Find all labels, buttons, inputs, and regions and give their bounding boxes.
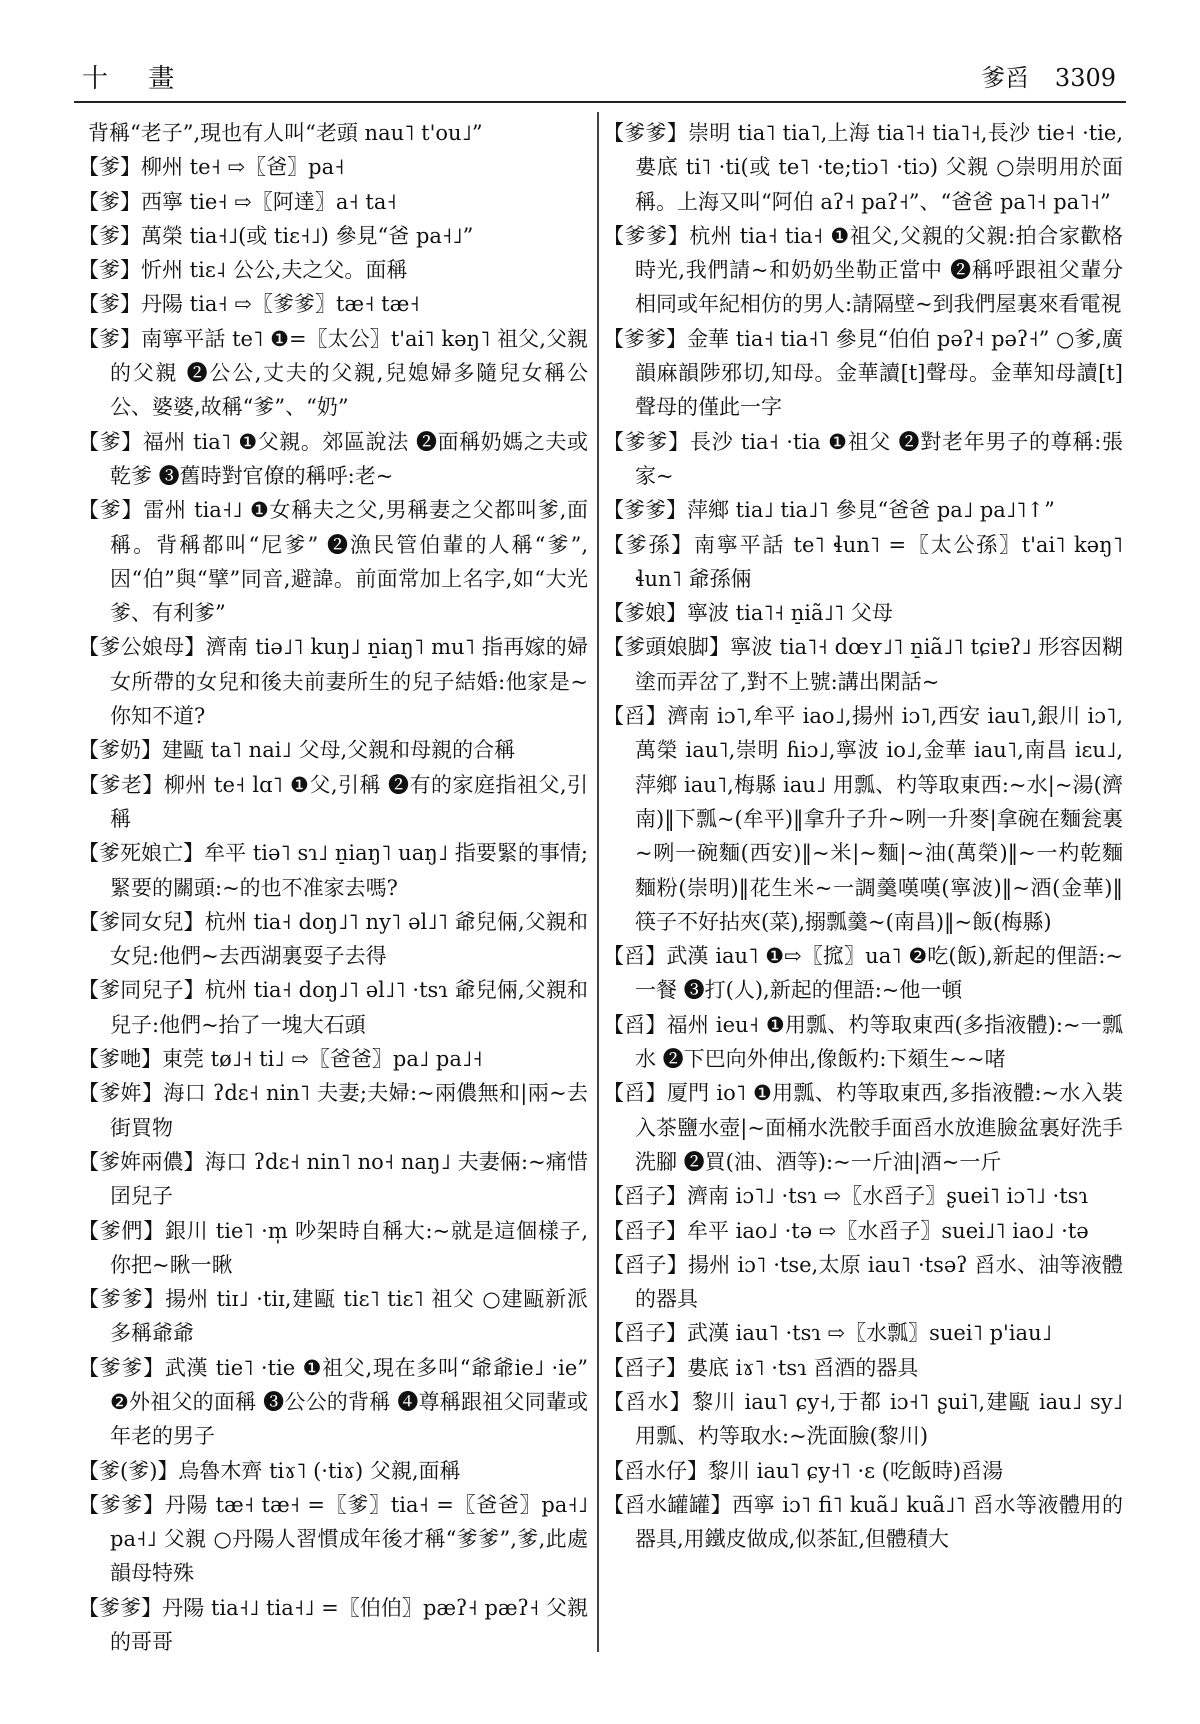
entry-headword: 【舀子】 [603,1321,687,1346]
entry-body: 揚州 iɔ˥ ·tse,太原 iau˥ ·tsəʔ 舀水、油等液體的器具 [635,1252,1124,1312]
dictionary-entry [603,1454,1123,1488]
dictionary-entry [78,1076,588,1145]
dictionary-entry [603,528,1123,597]
dictionary-entry [603,219,1123,322]
entry-body: 寧波 tia˥˧ n̠iã˩˥ 父母 [687,601,893,626]
dictionary-entry [78,768,588,837]
dictionary-entry [78,630,588,733]
entry-headword: 【爹同兒子】 [78,978,205,1003]
header-rule [74,101,1126,103]
entry-headword: 【爹】 [78,326,142,351]
entry-headword: 【爹娘】 [603,601,687,626]
page-number: 3309 [1054,64,1116,92]
dictionary-entry [78,1591,588,1660]
entry-body: 南寧平話 te˥ ❶=〖太公〗t'ai˥ kəŋ˥ 祖父,父親的父親 ❷公公,丈夫的父親,兒媳婦多隨兒女稱公公、婆婆,故稱“爹”、“奶” [110,326,589,420]
right-column [603,116,1123,1556]
dictionary-entry [78,905,588,974]
entry-headword: 【爹】 [78,498,144,523]
dictionary-entry [603,1214,1123,1248]
entry-headword: 【爹】 [78,155,141,180]
entry-body: 烏魯木齊 tiɤ˥ (·tiɤ) 父親,面稱 [178,1458,461,1483]
entry-body: 背稱“老子”,現也有人叫“老頭 nau˥ t'ou˩” [88,121,483,145]
dictionary-entry [603,1316,1123,1350]
entry-body: 柳州 te˧ lɑ˥ ❶父,引稱 ❷有的家庭指祖父,引稱 [110,772,589,831]
entry-body: 福州 tia˥ ❶父親。郊區說法 ❷面稱奶媽之夫或乾爹 ❸舊時對官僚的稱呼:老~ [110,429,589,488]
dictionary-entry [603,1385,1123,1454]
entry-headword: 【爹頭娘脚】 [603,635,731,660]
entry-headword: 【爹死娘亡】 [78,841,205,866]
dictionary-entry [78,185,588,219]
entry-headword: 【爹(爹)】 [78,1458,179,1483]
entry-body: 柳州 te˧ ⇨〖爸〗pa˧ [141,155,345,180]
entry-body: 海口 ʔdɛ˧ nin˥ 夫妻;夫婦:~兩儂無和|兩~去街買物 [110,1081,589,1140]
entry-body: 建甌 ta˥ nai˩ 父母,父親和母親的合稱 [162,738,516,763]
entry-body: 濟南 tiə˩˥ kuŋ˩ n̠iaŋ˥ mu˥ 指再嫁的婦女所帶的女兒和後夫前妻所生的兒子結婚:他家是~你知不道? [110,635,589,729]
column-divider [597,112,599,1652]
entry-body: 濟南 iɔ˥,牟平 iao˩,揚州 iɔ˥,西安 iau˥,銀川 iɔ˥,萬榮 iau˥,崇明 ɦiɔ˩,寧波 io˩,金華 iau˥,南昌 iɛu˩,萍鄉 iau˥,梅縣 iau˩ 用瓢、杓等取東西:~水|~湯(濟南)‖下瓢~(牟平)‖拿升子升~咧一升麥|拿碗在麵瓮裏~咧一碗麵(西安)‖~米|~麵|~油(萬榮)‖~一杓乾麵麵粉(崇明)‖花生米~一調羹嘆嘆(寧波)‖~酒(金華)‖筷子不好拈夾(菜),搦瓢羹~(南昌)‖~飯(梅縣) [635,704,1124,934]
entry-body: 長沙 tia˧ ·tia ❶祖父 ❷對老年男子的尊稱:張家~ [635,429,1124,488]
entry-body: 武漢 iau˥ ·tsɿ ⇨〖水瓢〗suei˥ p'iau˩ [687,1321,1052,1346]
dictionary-entry [78,493,588,630]
entry-headword: 【爹老】 [78,772,164,797]
entry-headword: 【爹】 [78,223,141,248]
entry-headword: 【爹爹】 [603,121,689,145]
entry-body: 西寧 iɔ˥ fi˥ kuã˩ kuã˩˥ 舀水等液體用的器具,用鐵皮做成,似茶缸,但體積大 [635,1492,1124,1552]
entry-headword: 【爹姩兩儂】 [78,1149,205,1174]
entry-body: 雷州 tia˧˩ ❶女稱夫之父,男稱妻之父都叫爹,面稱。背稱都叫“尼爹” ❷漁民管伯輩的人稱“爹”,因“伯”與“擘”同音,避諱。前面常加上名字,如“大光爹、有利爹” [110,498,588,626]
entry-headword: 【舀子】 [603,1218,687,1243]
entry-headword: 【爹姩】 [78,1081,164,1106]
entry-body: 黎川 iau˥ ɕy˧˥ ·ɛ (吃飯時)舀湯 [708,1458,1004,1483]
dictionary-entry [78,836,588,905]
dictionary-entry [78,322,588,425]
entry-headword: 【舀】 [603,1081,667,1106]
dictionary-entry [78,116,588,150]
dictionary-entry [603,1076,1123,1179]
running-headwords: 爹舀 [981,64,1030,92]
dictionary-entry [78,973,588,1042]
entry-headword: 【舀子】 [603,1355,687,1380]
entry-body: 萬榮 tia˧˩(或 tiɛ˧˩) 參見“爸 pa˧˩” [141,223,474,248]
dictionary-entry [603,699,1123,939]
entry-headword: 【爹孫】 [603,532,695,557]
entry-headword: 【舀子】 [603,1184,687,1209]
dictionary-entry [78,1145,588,1214]
entry-body: 丹陽 tia˧ ⇨〖爹爹〗tæ˧ tæ˧ [141,292,420,317]
entry-headword: 【爹奶】 [78,738,162,763]
dictionary-entry [603,596,1123,630]
entry-body: 銀川 tie˥ ·m̩ 吵架時自稱大:~就是這個樣子,你把~瞅一瞅 [110,1218,589,1277]
dictionary-entry [78,1488,588,1591]
dictionary-entry [78,1454,588,1488]
entry-body: 牟平 iao˩ ·tə ⇨〖水舀子〗suei˩˥ iao˩ ·tə [687,1218,1089,1243]
entry-headword: 【爹哋】 [78,1047,162,1072]
entry-headword: 【爹爹】 [78,1595,163,1620]
entry-body: 南寧平話 te˥ ɬun˥ =〖太公孫〗t'ai˥ kəŋ˥ ɬun˥ 爺孫倆 [635,532,1123,591]
entry-body: 寧波 tia˥˧ dœʏ˩˥ n̠iã˩˥ tɕiɐʔ˩ 形容因糊塗而弄岔了,對不上號:講出閑話~ [635,635,1123,694]
section-label: 十 畫 [82,64,191,94]
entry-headword: 【舀】 [603,704,668,729]
left-column [78,116,588,1659]
dictionary-entry [78,219,588,253]
dictionary-entry [603,425,1123,494]
entry-body: 崇明 tia˥ tia˥,上海 tia˥˧ tia˥˧,長沙 tie˧ ·tie,婁底 ti˥ ·ti(或 te˥ ·te;tiɔ˥ ·tiɔ) 父親 ○崇明用於面稱。上海又叫“阿伯 aʔ˧ paʔ˧”、“爸爸 pa˥˧ pa˥˧” [635,121,1124,214]
dictionary-entry [78,253,588,287]
entry-body: 丹陽 tæ˧ tæ˧ =〖爹〗tia˧ =〖爸爸〗pa˧˩ pa˧˩ 父親 ○丹陽人習慣成年後才稱“爹爹”,爹,此處韻母特殊 [110,1492,589,1586]
entry-headword: 【舀水仔】 [603,1458,708,1483]
entry-body: 厦門 io˥ ❶用瓢、杓等取東西,多指液體:~水入裝入茶鹽水壺|~面桶水洗骹手面舀水放進臉盆裏好洗手洗腳 ❷買(油、酒等):~一斤油|酒~一斤 [635,1081,1123,1174]
entry-body: 忻州 tiɛ˨ 公公,夫之父。面稱 [141,258,408,283]
dictionary-entry [603,493,1123,527]
entry-body: 萍鄉 tia˩ tia˩˥ 參見“爸爸 pa˩ pa˩˥↑” [687,498,1055,523]
dictionary-entry [603,116,1123,219]
entry-body: 揚州 tiɪ˩ ·tiɪ,建甌 tiɛ˥ tiɛ˥ 祖父 ○建甌新派多稱爺爺 [110,1287,588,1346]
entry-body: 武漢 iau˥ ❶⇨〖搲〗ua˥ ❷吃(飯),新起的俚語:~一餐 ❸打(人),新起的俚語:~他一頓 [635,944,1123,1003]
entry-headword: 【爹】 [78,189,141,214]
entry-body: 東莞 tø˩˧ ti˩ ⇨〖爸爸〗pa˩ pa˩˧ [162,1047,483,1072]
dictionary-entry [603,1488,1123,1557]
dictionary-entry [78,1214,588,1283]
dictionary-entry [78,1282,588,1351]
entry-body: 福州 ieu˧ ❶用瓢、杓等取東西(多指液體):~一瓢水 ❷下巴向外伸出,像飯杓:下頦生~~啫 [635,1012,1123,1072]
entry-body: 杭州 tia˧ doŋ˩˥ ny˥ əl˩˥ 爺兒倆,父親和女兒:他們~去西湖裏耍子去得 [110,909,589,969]
header-right [981,58,1116,93]
dictionary-entry [78,733,588,767]
entry-headword: 【舀子】 [603,1252,689,1277]
entry-headword: 【爹公娘母】 [78,635,206,660]
entry-headword: 【舀】 [603,1012,667,1037]
entry-headword: 【爹】 [78,258,141,283]
entry-body: 武漢 tie˥ ·tie ❶祖父,現在多叫“爺爺ie˩ ·ie” ❷外祖父的面稱 ❸公公的背稱 ❹尊稱跟祖父同輩或年老的男子 [110,1355,588,1449]
entry-headword: 【爹爹】 [78,1492,165,1517]
dictionary-entry [78,1351,588,1454]
entry-body: 西寧 tie˧ ⇨〖阿達〗a˧ ta˧ [141,189,397,214]
dictionary-entry [78,150,588,184]
entry-body: 濟南 iɔ˥˩ ·tsɿ ⇨〖水舀子〗ʂuei˥ iɔ˥˩ ·tsɿ [687,1184,1088,1209]
dictionary-entry [78,425,588,494]
entry-headword: 【舀】 [603,944,667,969]
dictionary-entry [603,1248,1123,1317]
entry-body: 婁底 iɤ˥ ·tsɿ 舀酒的器具 [687,1355,919,1380]
entry-headword: 【爹爹】 [78,1287,166,1312]
entry-body: 黎川 iau˥ ɕy˧,于都 iɔ˧˥ ʂui˥,建甌 iau˩ sy˩ 用瓢、杓等取水:~洗面臉(黎川) [635,1389,1124,1449]
entry-headword: 【爹們】 [78,1218,165,1243]
entry-body: 海口 ʔdɛ˧ nin˥ no˧ naŋ˩ 夫妻倆:~痛惜囝兒子 [110,1149,588,1209]
dictionary-entry [603,322,1123,425]
entry-headword: 【舀水罐罐】 [603,1492,733,1517]
running-header [74,56,1126,96]
dictionary-entry [78,1042,588,1076]
entry-headword: 【爹】 [78,429,143,454]
dictionary-entry [603,1008,1123,1077]
entry-headword: 【爹同女兒】 [78,909,205,934]
dictionary-entry [603,939,1123,1008]
entry-headword: 【爹】 [78,292,141,317]
entry-headword: 【爹爹】 [603,498,687,523]
entry-headword: 【舀水】 [603,1389,693,1414]
dictionary-entry [78,287,588,321]
entry-body: 杭州 tia˧ tia˧ ❶祖父,父親的父親:拍合家歡格時光,我們請~和奶奶坐勒正當中 ❷稱呼跟祖父輩分相同或年紀相仿的男人:請隔壁~到我們屋裏來看電視 [635,223,1124,317]
entry-headword: 【爹爹】 [603,429,690,454]
entry-headword: 【爹爹】 [603,223,690,248]
entry-body: 牟平 tiə˥ sɿ˩ n̠iaŋ˥ uaŋ˩ 指要緊的事情;緊要的關頭:~的也不准家去嗎? [110,841,588,900]
entry-body: 丹陽 tia˧˩ tia˧˩ =〖伯伯〗pæʔ˧ pæʔ˧ 父親的哥哥 [110,1595,588,1655]
dictionary-entry [603,1351,1123,1385]
dictionary-entry [603,1179,1123,1213]
dictionary-entry [603,630,1123,699]
entry-body: 金華 tia˧ tia˧˥ 參見“伯伯 pəʔ˧ pəʔ˧” ○爹,廣韻麻韻陟邪切,知母。金華讀[t]聲母。金華知母讀[t]聲母的僅此一字 [635,326,1123,420]
entry-headword: 【爹爹】 [78,1355,165,1380]
entry-headword: 【爹爹】 [603,326,688,351]
entry-body: 杭州 tia˧ doŋ˩˥ əl˩˥ ·tsɿ 爺兒倆,父親和兒子:他們~抬了一塊大石頭 [110,978,589,1037]
